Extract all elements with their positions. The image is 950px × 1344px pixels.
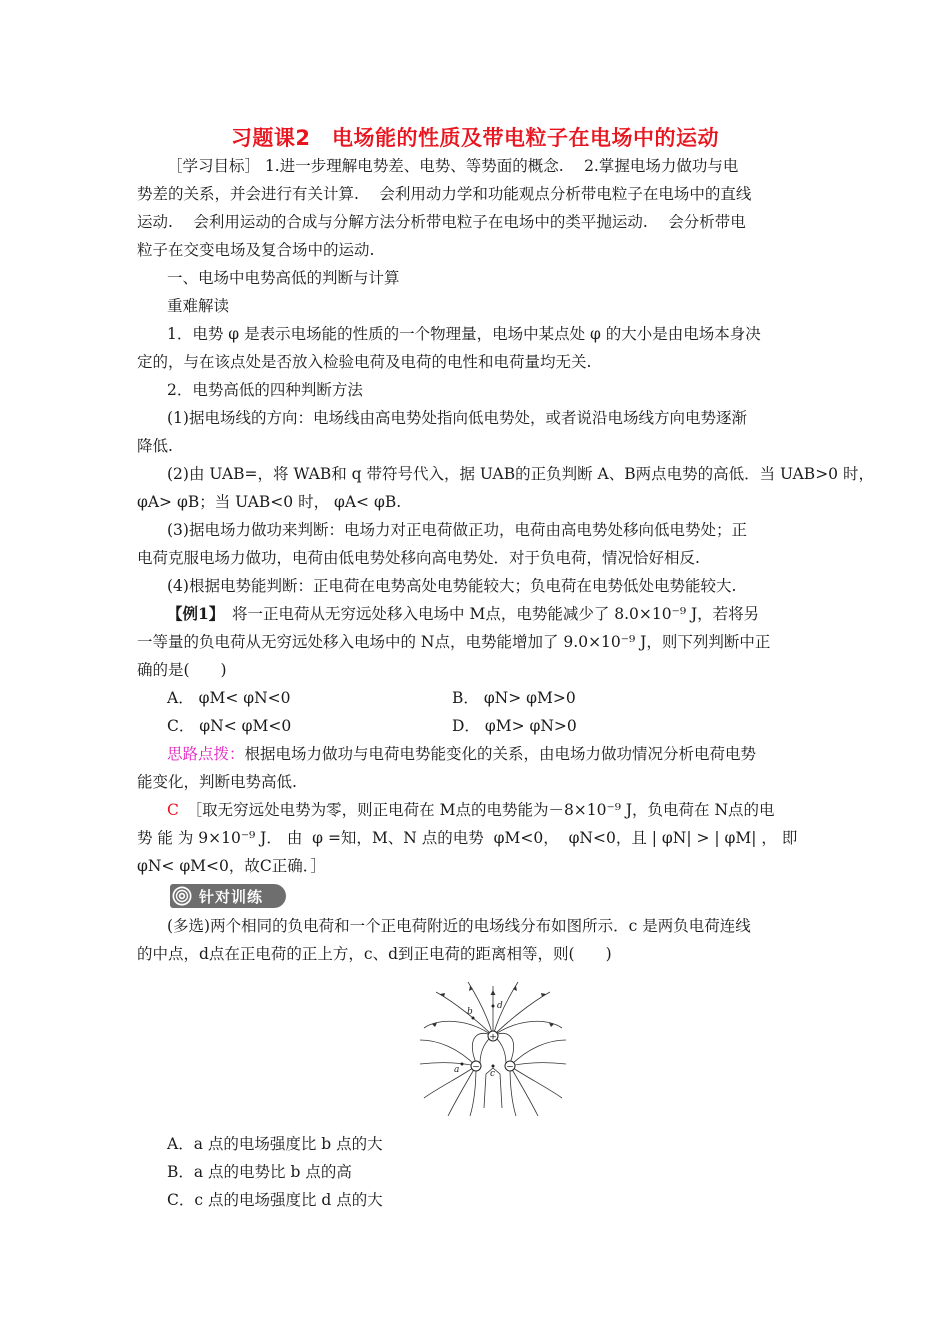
hint-label: 思路点拨： — [167, 745, 245, 763]
positive-charge-label: + — [489, 1032, 497, 1043]
answer-letter: C — [167, 801, 179, 819]
method2-line-2: φA> φB；当 UAB<0 时， φA< φB. — [137, 493, 402, 511]
solution-line-1 — [167, 800, 775, 820]
ex-option-a: A．a 点的电场强度比 b 点的大 — [167, 1135, 383, 1153]
objectives-line-2: 势差的关系，并会进行有关计算. 会利用动力学和功能观点分析带电粒子在电场中的直线 — [137, 185, 752, 203]
exercise-line-2: 的中点，d点在正电荷的正上方，c、d到正电荷的距离相等，则( ) — [137, 945, 612, 963]
point-d-label: d — [497, 1001, 503, 1011]
hint-text-1: 根据电场力做功与电荷电势能变化的关系，由电场力做功情况分析电荷电势 — [244, 745, 757, 763]
option-d: D． φM> φN>0 — [452, 717, 577, 735]
option-b: B． φN> φM>0 — [452, 689, 576, 707]
point1-line-2: 定的，与在该点处是否放入检验电荷及电荷的电性和电荷量均无关. — [137, 353, 592, 371]
example-line-1 — [167, 604, 759, 624]
objectives-line-3: 运动. 会利用运动的合成与分解方法分析带电粒子在电场中的类平抛运动. 会分析带电 — [137, 213, 746, 231]
section-heading: 一、电场中电势高低的判断与计算 — [167, 269, 400, 287]
hint-line-2: 能变化，判断电势高低. — [137, 773, 297, 791]
example-text-1: 将一正电荷从无穷远处移入电场中 M点，电势能减少了 8.0×10⁻⁹ J，若将另 — [216, 605, 760, 623]
subheading: 重难解读 — [167, 297, 230, 315]
method3-line-2: 电荷克服电场力做功，电荷由低电势处移向高电势处．对于负电荷，情况恰好相反. — [137, 549, 700, 567]
point-a-label: a — [454, 1065, 460, 1075]
method1-line-1: (1)据电场线的方向：电场线由高电势处指向低电势处，或者说沿电场线方向电势逐渐 — [167, 409, 747, 427]
practice-badge — [170, 884, 286, 908]
negative-charge-left-label: − — [472, 1062, 480, 1073]
negative-charge-right-label: − — [506, 1062, 514, 1073]
objectives-line-4: 粒子在交变电场及复合场中的运动. — [137, 241, 375, 259]
practice-badge-label: 针对训练 — [199, 887, 264, 906]
solution-line-2: 势 能 为 9×10⁻⁹ J． 由 φ =知，M、N 点的电势 φM<0， φN<0，且 | φN| > | φM| ， 即 — [137, 829, 798, 847]
example-label: 【例1】 — [167, 604, 217, 623]
method4: (4)根据电势能判断：正电荷在电势高处电势能较大；负电荷在电势低处电势能较大. — [167, 577, 737, 595]
ex-option-c: C．c 点的电场强度比 d 点的大 — [167, 1191, 383, 1209]
ex-option-b: B．a 点的电势比 b 点的高 — [167, 1163, 352, 1181]
point2: 2．电势高低的四种判断方法 — [167, 381, 363, 399]
method1-line-2: 降低. — [137, 437, 173, 455]
target-icon — [171, 885, 193, 907]
electric-field-lines-figure — [418, 978, 568, 1118]
objectives-line-1: ［学习目标］ 1.进一步理解电势差、电势、等势面的概念. 2.掌握电场力做功与电 — [167, 157, 739, 175]
hint-line-1 — [167, 744, 756, 764]
example-line-2: 一等量的负电荷从无穷远处移入电场中的 N点，电势能增加了 9.0×10⁻⁹ J，则下列判断中正 — [137, 633, 771, 651]
page-title: 习题课2 电场能的性质及带电粒子在电场中的运动 — [230, 126, 720, 150]
option-a: A． φM< φN<0 — [167, 689, 291, 707]
method2-line-1: (2)由 UAB=，将 WAB和 q 带符号代入，据 UAB的正负判断 A、B两点电势的高低．当 UAB>0 时， — [167, 465, 874, 483]
solution-text-1: ［取无穷远处电势为零，则正电荷在 M点的电势能为－8×10⁻⁹ J，负电荷在 N点的电 — [194, 801, 775, 819]
point-c-label: c — [490, 1069, 496, 1079]
example-line-3: 确的是( ) — [137, 661, 227, 679]
solution-line-3: φN< φM<0，故C正确．］ — [137, 857, 327, 875]
method3-line-1: (3)据电场力做功来判断：电场力对正电荷做正功，电荷由高电势处移向低电势处；正 — [167, 521, 747, 539]
point-b-label: b — [467, 1007, 473, 1017]
exercise-line-1: (多选)两个相同的负电荷和一个正电荷附近的电场线分布如图所示．c 是两负电荷连线 — [167, 917, 751, 935]
point1-line-1: 1．电势 φ 是表示电场能的性质的一个物理量，电场中某点处 φ 的大小是由电场本身决 — [167, 325, 761, 343]
option-c: C． φN< φM<0 — [167, 717, 292, 735]
